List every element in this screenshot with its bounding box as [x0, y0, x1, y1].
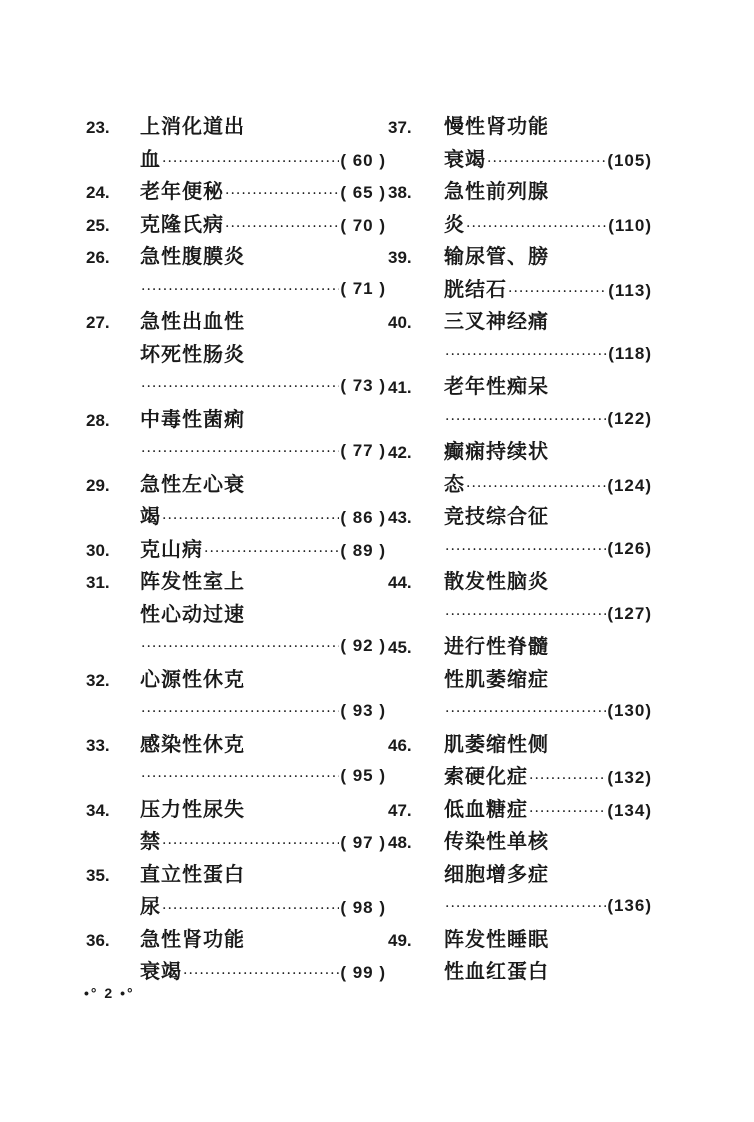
toc-entry	[388, 825, 652, 923]
entry-number: 33.	[86, 735, 110, 755]
entry-title: 进行性脊髓	[444, 634, 549, 658]
entry-title: 竞技综合征	[444, 504, 549, 528]
page-ref: ( 89 )	[340, 540, 386, 560]
toc-entry	[86, 858, 386, 923]
entry-title: 克山病	[140, 536, 203, 561]
entry-title: 直立性蛋白	[140, 861, 245, 886]
page-ref: (127)	[607, 603, 652, 623]
entry-number: 44.	[388, 573, 412, 592]
entry-number: 36.	[86, 930, 110, 950]
toc-entry	[86, 565, 386, 663]
toc-entry	[86, 468, 386, 533]
toc-line	[86, 825, 386, 858]
toc-entry	[388, 370, 652, 435]
leader-dots	[225, 178, 339, 211]
toc-line	[388, 175, 652, 208]
toc-line	[86, 858, 386, 891]
toc-line	[86, 695, 386, 728]
page-ref: (105)	[607, 150, 652, 170]
toc-line	[86, 240, 386, 273]
toc-line	[388, 728, 652, 761]
entry-number: 24.	[86, 183, 110, 202]
entry-title: 老年性痴呆	[444, 374, 549, 398]
entry-number: 30.	[86, 540, 110, 560]
entry-title: 三叉神经痛	[444, 309, 549, 333]
toc-entry	[86, 533, 386, 566]
toc-line	[86, 598, 386, 631]
toc-left-column	[86, 110, 386, 988]
toc-line	[86, 110, 386, 143]
toc-line	[388, 793, 652, 826]
page-ref: ( 92 )	[340, 636, 386, 655]
toc-line	[86, 468, 386, 501]
entry-number: 47.	[388, 800, 412, 820]
page-ref: ( 97 )	[340, 833, 386, 852]
toc-entry	[388, 435, 652, 500]
page-ref: (118)	[608, 343, 652, 363]
entry-title: 血	[140, 146, 161, 171]
entry-title: 中毒性菌痢	[140, 406, 245, 431]
page-ref: ( 65 )	[340, 183, 386, 202]
toc-entry	[86, 663, 386, 728]
toc-line	[388, 695, 652, 728]
toc-line	[86, 370, 386, 403]
leader-dots	[445, 599, 606, 632]
entry-title: 性血红蛋白	[444, 959, 549, 983]
leader-dots	[466, 211, 607, 244]
toc-entry	[388, 240, 652, 305]
toc-entry	[86, 208, 386, 241]
entry-number: 37.	[388, 118, 412, 137]
leader-dots	[183, 958, 339, 991]
page-ref: (126)	[607, 538, 652, 558]
leader-dots	[204, 536, 339, 569]
entry-number: 23.	[86, 118, 110, 137]
toc-line	[86, 338, 386, 371]
entry-title: 竭	[140, 504, 161, 528]
toc-line	[388, 663, 652, 696]
toc-entry	[388, 305, 652, 370]
entry-title: 衰竭	[444, 146, 486, 171]
leader-dots	[529, 796, 606, 829]
toc-line	[388, 630, 652, 663]
toc-line	[86, 663, 386, 696]
entry-title: 压力性尿失	[140, 796, 245, 821]
entry-title: 胱结石	[444, 276, 507, 301]
toc-line	[388, 305, 652, 338]
entry-number: 46.	[388, 735, 412, 755]
toc-line	[388, 403, 652, 436]
toc-line	[86, 630, 386, 663]
toc-line	[388, 955, 652, 988]
page-ref: (122)	[607, 408, 652, 428]
page-ref: ( 77 )	[340, 441, 386, 460]
toc-line	[86, 565, 386, 598]
toc-entry	[388, 500, 652, 565]
toc-line	[86, 728, 386, 761]
entry-title: 输尿管、膀	[444, 244, 549, 268]
toc-line	[86, 143, 386, 176]
entry-number: 43.	[388, 508, 412, 527]
toc-line	[388, 858, 652, 891]
toc-line	[388, 923, 652, 956]
leader-dots	[487, 146, 606, 179]
toc-entry	[86, 240, 386, 305]
toc-line	[86, 793, 386, 826]
toc-line	[388, 240, 652, 273]
leader-dots	[466, 471, 606, 504]
entry-number: 41.	[388, 378, 412, 397]
entry-title: 急性左心衰	[140, 471, 245, 496]
toc-line	[388, 565, 652, 598]
page-ref: (136)	[607, 896, 652, 915]
entry-number: 39.	[388, 248, 412, 267]
entry-title: 上消化道出	[140, 114, 245, 138]
entry-number: 31.	[86, 573, 110, 592]
leader-dots	[141, 696, 339, 729]
entry-title: 衰竭	[140, 959, 182, 983]
leader-dots	[445, 404, 606, 437]
page-ref: (130)	[607, 701, 652, 720]
entry-number: 35.	[86, 865, 110, 885]
entry-title: 性心动过速	[140, 601, 245, 626]
page-ref: (124)	[607, 475, 652, 495]
leader-dots	[445, 339, 607, 372]
toc-entry	[388, 175, 652, 240]
toc-line	[86, 923, 386, 956]
entry-title: 急性腹膜炎	[140, 244, 245, 268]
entry-number: 48.	[388, 833, 412, 852]
toc-entry	[388, 110, 652, 175]
entry-number: 45.	[388, 638, 412, 657]
page-ref: ( 98 )	[340, 898, 386, 917]
entry-title: 急性出血性	[140, 309, 245, 333]
toc-entry	[388, 923, 652, 988]
entry-title: 坏死性肠炎	[140, 341, 245, 366]
leader-dots	[445, 696, 606, 729]
leader-dots	[529, 763, 606, 796]
entry-title: 慢性肾功能	[444, 114, 549, 138]
page-ref: ( 93 )	[340, 701, 386, 720]
entry-title: 心源性休克	[140, 666, 245, 691]
entry-title: 散发性脑炎	[444, 569, 549, 593]
page-ref: ( 73 )	[340, 376, 386, 395]
toc-line	[388, 598, 652, 631]
toc-line	[86, 208, 386, 241]
toc-line	[388, 760, 652, 793]
page-ref: (110)	[608, 215, 652, 235]
leader-dots	[162, 893, 339, 926]
entry-number: 40.	[388, 313, 412, 332]
leader-dots	[141, 761, 339, 794]
entry-title: 炎	[444, 211, 465, 236]
toc-line	[388, 208, 652, 241]
toc-entry	[388, 728, 652, 793]
entry-number: 38.	[388, 183, 412, 202]
toc-entry	[86, 175, 386, 208]
toc-line	[86, 305, 386, 338]
toc-entry	[388, 565, 652, 630]
toc-line	[388, 273, 652, 306]
leader-dots	[445, 534, 606, 567]
toc-right-column	[388, 110, 652, 988]
page-ref: ( 99 )	[340, 963, 386, 982]
toc-entry	[86, 110, 386, 175]
toc-line	[388, 370, 652, 403]
entry-number: 27.	[86, 313, 110, 332]
toc-line	[388, 143, 652, 176]
entry-number: 25.	[86, 215, 110, 235]
toc-line	[86, 175, 386, 208]
entry-title: 急性前列腺	[444, 179, 549, 203]
toc-entry	[86, 793, 386, 858]
toc-line	[388, 110, 652, 143]
entry-title: 阵发性室上	[140, 569, 245, 593]
leader-dots	[141, 631, 339, 664]
toc-line	[86, 760, 386, 793]
page-ref: (132)	[607, 768, 652, 787]
entry-title: 低血糖症	[444, 796, 528, 821]
leader-dots	[445, 891, 606, 924]
leader-dots	[508, 276, 607, 309]
page-ref: ( 71 )	[340, 278, 386, 298]
toc-line	[388, 500, 652, 533]
toc-line	[388, 890, 652, 923]
entry-title: 克隆氏病	[140, 211, 224, 236]
entry-title: 尿	[140, 894, 161, 918]
page-number: •° 2 •°	[84, 985, 135, 1001]
leader-dots	[162, 146, 339, 179]
page-ref: (113)	[608, 280, 652, 300]
page-ref: ( 95 )	[340, 766, 386, 785]
toc-line	[86, 273, 386, 306]
entry-number: 29.	[86, 475, 110, 495]
page-ref: ( 70 )	[340, 215, 386, 235]
toc-line	[388, 533, 652, 566]
entry-title: 癫痫持续状	[444, 439, 549, 463]
leader-dots	[141, 371, 339, 404]
toc-line	[86, 403, 386, 436]
toc-entry	[86, 923, 386, 988]
entry-number: 49.	[388, 930, 412, 950]
entry-title: 索硬化症	[444, 764, 528, 788]
toc-line	[86, 890, 386, 923]
entry-number: 42.	[388, 443, 412, 462]
page-ref: (134)	[607, 800, 652, 820]
toc-entry	[388, 630, 652, 728]
leader-dots	[141, 274, 339, 307]
toc-line	[388, 338, 652, 371]
toc-line	[86, 500, 386, 533]
toc-line	[86, 955, 386, 988]
toc-entry	[388, 793, 652, 826]
entry-title: 细胞增多症	[444, 861, 549, 886]
page-ref: ( 60 )	[340, 150, 386, 170]
toc-entry	[86, 728, 386, 793]
toc-line	[388, 468, 652, 501]
entry-title: 感染性休克	[140, 731, 245, 756]
toc-entry	[86, 403, 386, 468]
entry-title: 态	[444, 471, 465, 496]
entry-title: 肌萎缩性侧	[444, 731, 549, 756]
entry-number: 26.	[86, 248, 110, 267]
leader-dots	[162, 503, 339, 536]
leader-dots	[162, 828, 339, 861]
entry-number: 28.	[86, 410, 110, 430]
toc-line	[388, 825, 652, 858]
toc-line	[86, 435, 386, 468]
toc-line	[388, 435, 652, 468]
toc-line	[86, 533, 386, 566]
leader-dots	[141, 436, 339, 469]
entry-number: 32.	[86, 670, 110, 690]
toc-entry	[86, 305, 386, 403]
page-ref: ( 86 )	[340, 508, 386, 527]
entry-number: 34.	[86, 800, 110, 820]
entry-title: 阵发性睡眠	[444, 926, 549, 951]
entry-title: 禁	[140, 829, 161, 853]
leader-dots	[225, 211, 339, 244]
entry-title: 急性肾功能	[140, 926, 245, 951]
entry-title: 传染性单核	[444, 829, 549, 853]
entry-title: 性肌萎缩症	[444, 666, 549, 691]
entry-title: 老年便秘	[140, 179, 224, 203]
